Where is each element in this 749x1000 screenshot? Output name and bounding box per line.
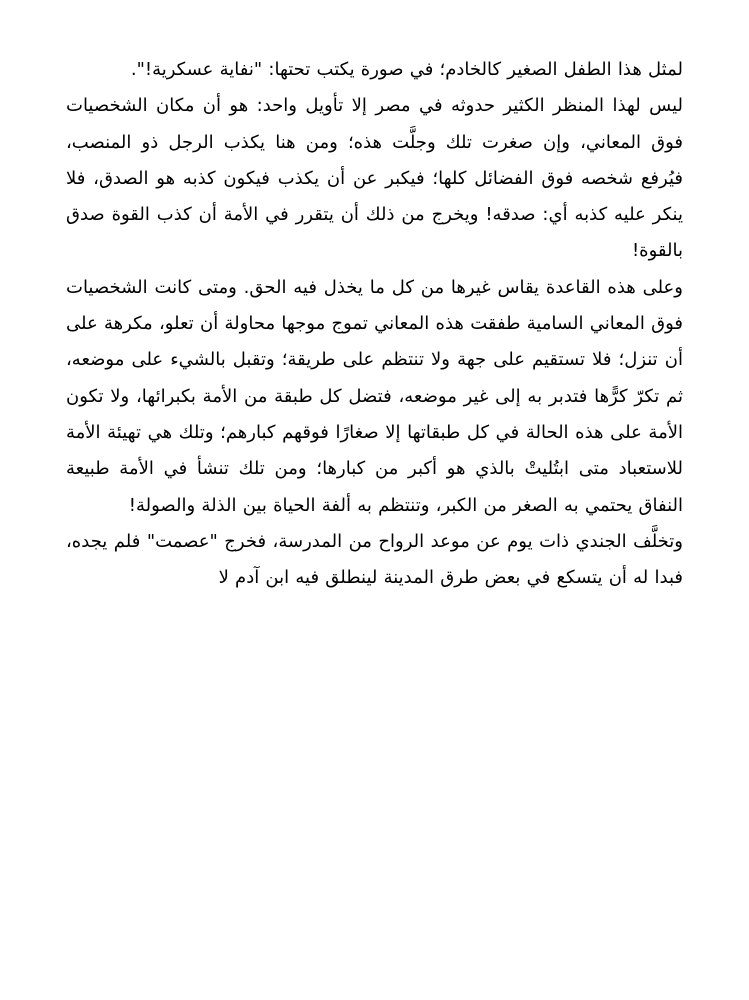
paragraph-1: لمثل هذا الطفل الصغير كالخادم؛ في صورة يكتب تحتها: "نفاية عسكرية!". (130, 59, 683, 80)
paragraph-2: ليس لهذا المنظر الكثير حدوثه في مصر إلا تأويل واحد: هو أن مكان الشخصيات فوق المعاني، وإن صغرت تلك وجلَّت هذه؛ ومن هنا يكذب الرجل ذو المنصب، فيُرفع شخصه فوق الفضائل كلها؛ فيكبر عن أن يكذب فيكون كذبه هو الصدق، فلا ينكر عليه كذبه أي: صدقه! ويخرج من ذلك أن يتقرر في الأمة أن كذب القوة صدق بالقوة! (66, 95, 683, 262)
document-page (66, 52, 683, 596)
paragraph-3: وعلى هذه القاعدة يقاس غيرها من كل ما يخذل فيه الحق. ومتى كانت الشخصيات فوق المعاني السامية طفقت هذه المعاني تموج موجها محاولة أن تعلو، مكرهة على أن تنزل؛ فلا تستقيم على جهة ولا تنتظم على طريقة؛ وتقبل بالشيء على موضعه، ثم تكرّ كرًّها فتدبر به إلى غير موضعه، فتضل كل طبقة من الأمة بكبرائها، ولا تكون الأمة على هذه الحالة في كل طبقاتها إلا صغارًا فوقهم كبارهم؛ وتلك هي تهيئة الأمة للاستعباد متى ابتُليتْ بالذي هو أكبر من كبارها؛ ومن تلك تنشأ في الأمة طبيعة النفاق يحتمي به الصغر من الكبر، وتنتظم به ألفة الحياة بين الذلة والصولة! (66, 276, 683, 516)
paragraph-4: وتخلَّف الجندي ذات يوم عن موعد الرواح من المدرسة، فخرج "عصمت" فلم يجده، فبدا له أن يتسكع في بعض طرق المدينة لينطلق فيه ابن آدم لا (66, 530, 683, 589)
